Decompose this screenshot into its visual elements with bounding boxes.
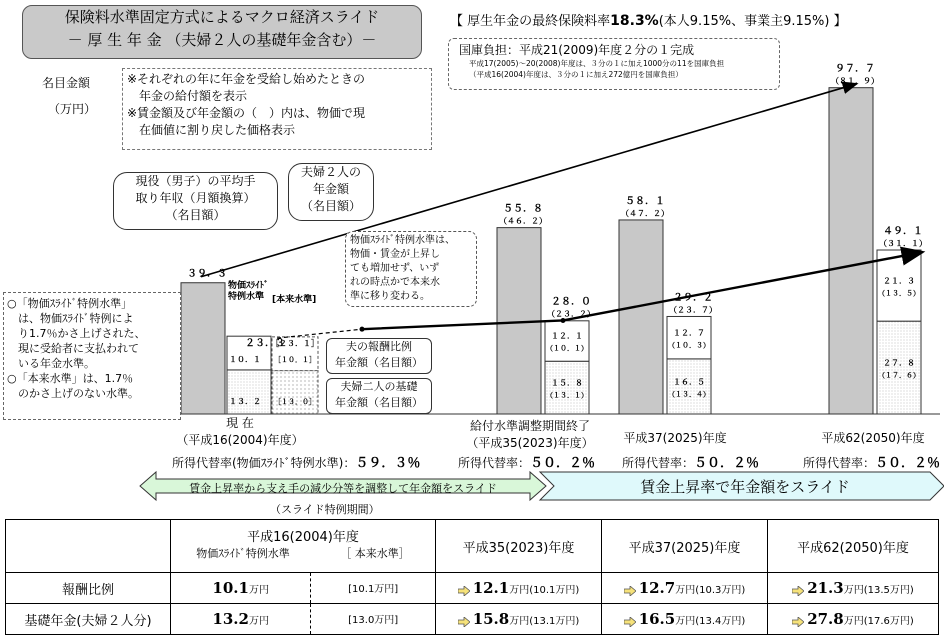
earnings-label-2025: １２．７ [673,328,705,338]
cell-basic-2004 [171,604,311,635]
earnings-real-label-2023: （１０．１） [546,344,588,353]
left-note-l3: り1.7％かさ上げされた、 [7,327,146,340]
replacement-label-2023: 所得代替率 [458,456,519,470]
replacement-rate-2050: 所得代替率：５０．２％ [803,456,941,471]
replacement-value-2004: ５９．３％ [355,456,421,471]
cell-value: 12.1 [472,579,510,598]
pension-total-label-2004: ２３．３ [245,338,285,350]
tokurei-label-l1: 物価ｽﾗｲﾄﾞ [228,281,269,291]
special-callout-l5: 準に移り変わる。 [350,291,430,302]
honrai-basic-bar-2004 [272,371,318,414]
cell-earnings-2023 [436,573,602,604]
category-label-2025: 平成37(2025)年度 [623,431,727,445]
basic-callout-l1: 夫婦二人の基礎 [340,380,418,393]
category-2023-l1: 給付水準調整期間終了 [469,419,590,433]
basic-callout-l2: 年金額（名目額） [335,396,423,409]
cell-unit: 万円 [248,585,269,597]
basic-label-2025: １６．５ [673,377,705,387]
left-note-l4: 現に受給者に支払われて [7,342,139,355]
basic-real-label-2050: （１７．６） [878,371,920,380]
cell-basic-2004-honrai [311,604,436,635]
table-head-2050: 平成62(2050)年度 [768,520,939,573]
basic-label-2050: ２７．８ [883,358,915,368]
cell-value: 12.7 [638,579,676,598]
note-line4: 在価値に割り戻した価格表示 [127,123,296,137]
row-label-basic: 基礎年金(夫婦２人分) [6,604,171,635]
table-head-2023: 平成35(2023)年度 [436,520,602,573]
row-label-earnings: 報酬比例 [6,573,171,604]
income-bar-2004 [181,283,225,414]
left-note-l7: のかさ上げのない水準。 [7,387,139,400]
income-callout [113,172,278,230]
note-line3: ※賃金額及び年金額の（ ）内は、物価で現 [127,106,366,120]
table-head-2025: 平成37(2025)年度 [602,520,768,573]
subsidy-line3: （平成16(2004)年度は、３分の１に加え272億円を国庫負担） [469,70,683,79]
right-arrow-icon [458,616,470,626]
category-2004-l1: 現 在 [226,416,254,430]
cell-earnings-2050 [768,573,939,604]
basic-real-label-2023: （１３．１） [546,391,588,400]
cell-value: 10.1 [212,579,249,598]
income-callout-l2: 取り年収（月額換算） [135,191,256,205]
cell-basic-2050 [768,604,939,635]
pension-total-real-label-2004: ［２３．１］ [271,339,319,349]
left-note-l1: ○「物価ｽﾗｲﾄﾞ特例水準」 [7,297,133,310]
cell-unit: 万円 [675,585,696,597]
cell-unit: 万円 [675,616,696,628]
cell-real: (17.6万円) [863,616,914,628]
table-row [6,604,939,635]
couple-callout [288,163,374,221]
income-label-2050: ９７．７ [835,63,875,75]
pension-total-real-label-2050: （３１．１） [879,239,927,249]
category-label-2050: 平成62(2050)年度 [821,431,925,445]
earnings-pension-bar-2023 [545,321,589,361]
replacement-label-2025: 所得代替率 [622,456,683,470]
cell-earnings-2025 [602,573,768,604]
tokurei-label [228,281,269,303]
arrow-right-text: 賃金上昇率で年金額をスライド [640,478,850,496]
special-callout-l4: れの時点かで本来水 [350,277,440,288]
left-note-l2: は、物価ｽﾗｲﾄﾞ特例によ [7,312,134,325]
right-arrow-icon [792,616,804,626]
earnings-real-label-2050: （１３．５） [878,289,920,298]
income-callout-l3: （名目額） [165,208,226,222]
cell-value: 15.8 [472,610,510,629]
table-head-2004-year: 平成16(2004)年度 [247,530,359,546]
right-arrow-icon [458,585,470,595]
cell-value: 16.5 [638,610,676,629]
left-note-l5: いる年金水準。 [7,357,95,370]
rate-value: 18.3% [610,13,659,29]
income-callout-l1: 現役（男子）の平均手 [135,174,256,188]
title-line1: 保険料水準固定方式によるマクロ経済スライド [64,8,380,26]
pension-total-label-2023: ２８．０ [551,296,591,308]
replacement-value-2050: ５０．２％ [875,456,941,471]
cell-real: (13.1万円) [529,616,580,628]
couple-callout-l3: （名目額） [300,199,361,213]
cell-real: (13.4万円) [695,616,746,628]
cell-unit: 万円 [843,585,864,597]
pension-point-2023 [561,318,566,323]
pension-total-label-2025: ２９．２ [673,292,713,304]
earnings-label-2050: ２１．３ [883,276,915,286]
cell-unit: 万円 [509,585,530,597]
earnings-label-2023: １２．１ [551,331,583,341]
rate-suffix: (本人9.15%、事業主9.15%) 】 [658,14,847,29]
pension-total-label-2050: ４９．１ [883,226,923,238]
income-real-label-2025: （４７．２） [621,208,669,218]
arrow-left-subtext: （スライド特例期間） [270,503,380,516]
husband-earnings-callout [326,338,432,374]
cell-value: 13.2 [212,610,249,629]
left-note-l6: ○「本来水準」は、1.7％ [7,372,134,385]
husband-callout-l1: 夫の報酬比例 [346,340,412,353]
husband-callout-l2: 年金額（名目額） [335,356,423,369]
replacement-value-2025: ５０．２％ [694,456,760,471]
replacement-rate-2025: 所得代替率：５０．２％ [622,456,760,471]
couple-callout-l1: 夫婦２人の [300,165,361,179]
cell-earnings-2004-honrai [311,573,436,604]
basic-real-label-2004: ［１３．０］ [274,397,316,406]
replacement-label-2050: 所得代替率 [803,456,864,470]
earnings-real-label-2025: （１０．３） [668,341,710,350]
replacement-value-2023: ５０．２％ [530,456,596,471]
special-callout-l3: ても増加せず、いず [350,263,440,274]
basic-label-2004: １３．２ [229,396,261,406]
right-arrow-icon [624,616,636,626]
cell-unit: 万円 [248,616,269,628]
cell-real: [10.1万円] [348,584,399,596]
category-2004-l2: （平成16(2004)年度） [176,433,304,447]
replacement-rate-2023: 所得代替率：５０．２％ [458,456,596,471]
income-label-2004: ３９．３ [187,268,227,280]
cell-real: (10.1万円) [529,585,580,597]
income-label-2025: ５８．１ [625,195,665,207]
table-corner [6,520,171,573]
subsidy-line1: 国庫負担：平成21(2009)年度２分の１完成 [459,43,695,57]
cell-basic-2023 [436,604,602,635]
pension-point-2004 [360,327,365,332]
table-head-2004 [171,520,436,573]
special-callout-l2: 物価・賃金が上昇し [350,249,440,260]
y-axis-label: 名目金額 [42,76,91,90]
category-label-2004 [170,414,310,448]
cell-real: (13.5万円) [863,585,914,597]
summary-table [5,519,939,635]
basic-pension-bar-2004 [227,370,271,414]
couple-callout-l2: 年金額 [312,182,349,196]
table-head-tokurei: 物価ｽﾗｲﾄﾞ特例水準 [196,547,290,561]
right-arrow-icon [624,585,636,595]
cell-unit: 万円 [843,616,864,628]
subsidy-line2: 平成17(2005)～20(2008)年度は、３分の１に加え1000分の11を国庫負担 [469,59,725,68]
income-bar-2050 [829,88,873,414]
table-header-row [6,520,939,573]
rate-prefix: 【 厚生年金の最終保険料率 [450,14,611,29]
honrai-label: [本来水準] [272,295,317,305]
cell-value: 27.8 [807,610,844,629]
earnings-real-label-2004: ［１０．１］ [274,356,316,365]
right-arrow-icon [792,585,804,595]
note-line1: ※それぞれの年に年金を受給し始めたときの [127,72,366,86]
left-definition-note [3,292,181,420]
cell-unit: 万円 [509,616,530,628]
category-label-2023 [450,417,610,451]
category-2023-l2: （平成35(2023)年度） [466,436,594,450]
pension-total-real-label-2025: （２３．７） [669,305,717,315]
title-line2: － 厚 生 年 金 （夫婦２人の基礎年金含む）－ [67,31,377,49]
income-real-label-2050: （８１．９） [831,76,879,86]
income-label-2023: ５５．８ [503,203,543,215]
cell-real: (10.3万円) [695,585,746,597]
replacement-rate-2004: 所得代替率(物価ｽﾗｲﾄﾞ特例水準)：５９．３％ [172,456,421,471]
note-line2: 年金の給付額を表示 [127,89,248,103]
income-real-label-2023: （４６．２） [499,216,547,226]
y-axis-unit: （万円） [48,102,97,116]
cell-value: 21.3 [807,579,844,598]
pension-total-real-label-2023: （２３．２） [547,309,595,319]
cell-basic-2025 [602,604,768,635]
basic-pension-callout [326,378,432,414]
cell-real: [13.0万円] [348,615,399,627]
basic-real-label-2025: （１３．４） [668,390,710,399]
table-head-honrai: ［ 本来水準］ [340,547,410,561]
basic-label-2023: １５．８ [551,378,583,388]
income-bar-2025 [619,220,663,414]
special-level-callout [345,231,477,307]
cell-earnings-2004 [171,573,311,604]
tokurei-label-l2: 特例水準 [228,292,265,302]
earnings-label-2004: １０．１ [229,355,261,365]
arrow-left-text: 賃金上昇率から支え手の減少分等を調整して年金額をスライド [189,482,497,495]
special-callout-l1: 物価ｽﾗｲﾄﾞ特例水準は、 [350,235,455,246]
table-row [6,573,939,604]
replacement-label-2004: 所得代替率(物価ｽﾗｲﾄﾞ特例水準) [172,456,344,470]
